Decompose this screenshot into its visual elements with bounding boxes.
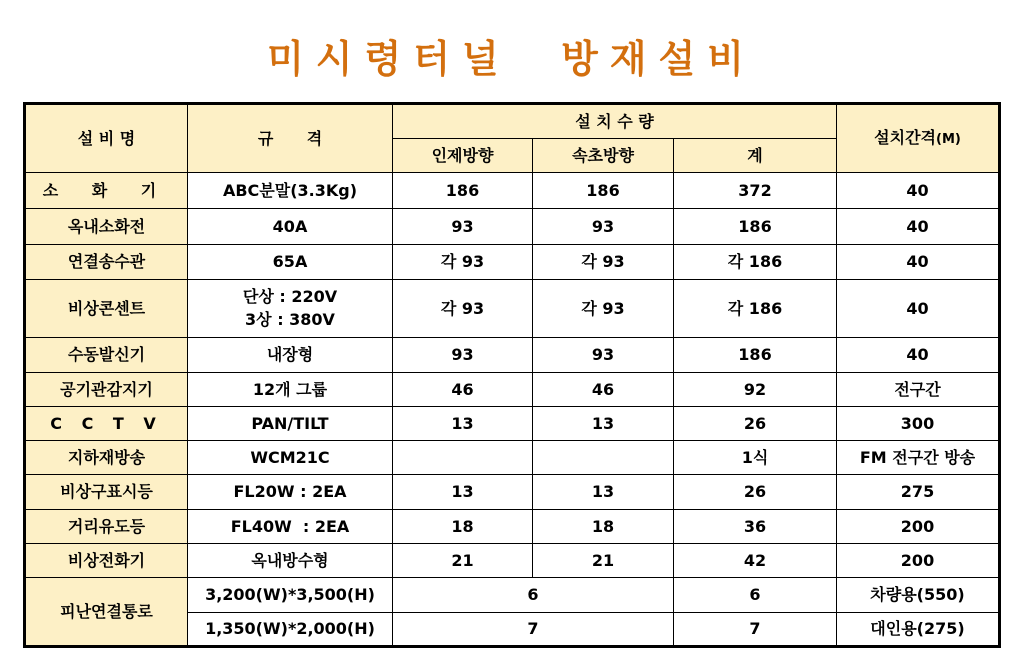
row-dir1: 13 [393,475,533,510]
table-row [25,407,1000,441]
row-spec: 12개 그룹 [188,373,393,407]
evac-interval: 차량용(550) [837,578,1000,613]
row-spec-line2: 3상 : 380V [245,310,335,329]
row-total: 1식 [674,441,837,475]
row-total: 186 [674,209,837,245]
row-dir2: 93 [533,338,674,373]
row-name: 연결송수관 [25,245,188,280]
row-name: 소 화 기 [25,173,188,209]
table-row [25,209,1000,245]
header-interval-label: 설치간격 [874,127,936,147]
row-spec: 40A [188,209,393,245]
header-total: 계 [674,139,837,173]
row-dir2: 93 [533,209,674,245]
row-total: 36 [674,510,837,544]
row-name: C C T V [25,407,188,441]
table-row [25,373,1000,407]
table-row [25,475,1000,510]
evac-name: 피난연결통로 [25,578,188,647]
row-dir2: 13 [533,407,674,441]
header-dir2: 속초방향 [533,139,674,173]
row-total: 186 [674,338,837,373]
evac-total: 6 [674,578,837,613]
evac-interval: 대인용(275) [837,613,1000,647]
row-interval: 300 [837,407,1000,441]
row-dir1: 각 93 [393,280,533,338]
row-name: 수동발신기 [25,338,188,373]
row-total: 42 [674,544,837,578]
header-interval [837,104,1000,173]
row-name: 비상전화기 [25,544,188,578]
evac-total: 7 [674,613,837,647]
header-name: 설 비 명 [25,104,188,173]
row-dir2: 21 [533,544,674,578]
row-spec: 65A [188,245,393,280]
row-interval: 40 [837,209,1000,245]
row-spec: ABC분말(3.3Kg) [188,173,393,209]
table-row [25,245,1000,280]
row-spec-line1: 단상 : 220V [242,287,338,306]
table-row [25,544,1000,578]
row-name: 거리유도등 [25,510,188,544]
row-name: 지하재방송 [25,441,188,475]
header-spec: 규 격 [188,104,393,173]
row-interval: 40 [837,338,1000,373]
table-row [25,510,1000,544]
page-title: 미시령터널 방재설비 [267,37,756,81]
table-row [25,280,1000,338]
row-dir2: 18 [533,510,674,544]
row-interval: 40 [837,280,1000,338]
row-spec: FL40W : 2EA [188,510,393,544]
row-spec: 내장형 [188,338,393,373]
row-name: 옥내소화전 [25,209,188,245]
row-dir2: 46 [533,373,674,407]
row-dir2: 186 [533,173,674,209]
row-total: 26 [674,475,837,510]
row-dir2: 각 93 [533,280,674,338]
row-total: 각 186 [674,280,837,338]
table-row [25,338,1000,373]
row-dir1: 각 93 [393,245,533,280]
row-total: 92 [674,373,837,407]
row-dir1: 13 [393,407,533,441]
row-dir1: 93 [393,338,533,373]
row-dir1 [393,441,533,475]
row-spec: 옥내방수형 [188,544,393,578]
header-dir1: 인제방향 [393,139,533,173]
row-total: 각 186 [674,245,837,280]
row-interval: 전구간 [837,373,1000,407]
row-interval: FM 전구간 방송 [837,441,1000,475]
row-interval: 275 [837,475,1000,510]
header-qty: 설 치 수 량 [393,104,837,139]
evac-qty: 7 [393,613,674,647]
row-name: 비상구표시등 [25,475,188,510]
row-dir1: 21 [393,544,533,578]
evac-qty: 6 [393,578,674,613]
row-dir2 [533,441,674,475]
header-interval-unit: (M) [936,131,961,147]
row-interval: 200 [837,544,1000,578]
table-row [25,578,1000,613]
row-total: 26 [674,407,837,441]
row-dir2: 13 [533,475,674,510]
row-interval: 40 [837,245,1000,280]
row-dir1: 186 [393,173,533,209]
equipment-table [23,102,1001,648]
row-dir2: 각 93 [533,245,674,280]
row-spec [188,280,393,338]
row-name: 공기관감지기 [25,373,188,407]
table-row [25,173,1000,209]
row-dir1: 93 [393,209,533,245]
row-name: 비상콘센트 [25,280,188,338]
row-spec: PAN/TILT [188,407,393,441]
row-dir1: 18 [393,510,533,544]
evac-spec: 1,350(W)*2,000(H) [188,613,393,647]
table-row [25,441,1000,475]
row-spec: FL20W : 2EA [188,475,393,510]
row-dir1: 46 [393,373,533,407]
row-interval: 200 [837,510,1000,544]
row-spec: WCM21C [188,441,393,475]
row-interval: 40 [837,173,1000,209]
row-total: 372 [674,173,837,209]
evac-spec: 3,200(W)*3,500(H) [188,578,393,613]
